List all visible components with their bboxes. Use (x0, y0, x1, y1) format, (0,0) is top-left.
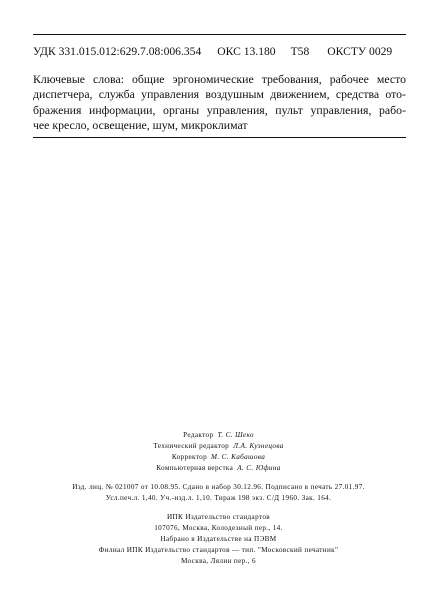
publisher-line-3: Набрано в Издательстве на ПЭВМ (160, 535, 277, 543)
classification-line (33, 45, 406, 58)
editor-row (0, 430, 437, 441)
udk-code: УДК 331.015.012:629.7.08:006.354 (33, 45, 202, 58)
layout-label: Компьютерная верстка (156, 464, 234, 472)
publisher-line-2: 107076, Москва, Колодезный пер., 14. (154, 524, 283, 532)
corrector-label: Корректор (171, 453, 208, 461)
keywords-line-2: диспетчера, служба управления воздушным движением, средства ото- (33, 87, 406, 102)
okstu-code: ОКСТУ 0029 (327, 45, 393, 58)
keywords-line-3: бражения информации, органы управления, пульт управления, рабо- (33, 102, 406, 117)
editor-label: Редактор (183, 431, 214, 439)
top-rule (33, 34, 406, 35)
keywords-line-4: чее кресло, освещение, шум, микроклимат (33, 118, 248, 133)
corrector-name: М. С. Кабашова (211, 453, 266, 461)
tech-editor-label: Технический редактор (153, 442, 230, 450)
corrector-row (0, 452, 437, 463)
layout-row (0, 463, 437, 474)
t-group-code: Т58 (290, 45, 310, 58)
imprint-block (0, 430, 437, 567)
publication-line-2: Усл.печ.л. 1,40. Уч.-изд.л. 1,10. Тираж 198 экз. С/Д 1960. Зак. 164. (105, 494, 332, 502)
tech-editor-name: Л.А. Кузнецова (233, 442, 284, 450)
publisher-line-1: ИПК Издательство стандартов (166, 513, 271, 521)
publisher-line-4: Филиал ИПК Издательство стандартов — тип. "Московский печатник" (98, 546, 339, 554)
keywords-paragraph (33, 72, 406, 134)
spacer (0, 474, 437, 482)
keywords-line-1: Ключевые слова: общие эргономические требования, рабочее место (33, 72, 406, 86)
bottom-rule (33, 137, 406, 138)
publication-line-1: Изд. лиц. № 021007 от 10.08.95. Сдано в набор 30.12.96. Подписано в печать 27.01.97. (72, 483, 365, 491)
oks-code: ОКС 13.180 (217, 45, 276, 58)
editor-name: Т. С. Шеко (217, 431, 254, 439)
publisher-line-5: Москва, Лялин пер., 6 (181, 557, 256, 565)
tech-editor-row (0, 441, 437, 452)
layout-name: А. С. Юфина (237, 464, 281, 472)
spacer (0, 504, 437, 512)
